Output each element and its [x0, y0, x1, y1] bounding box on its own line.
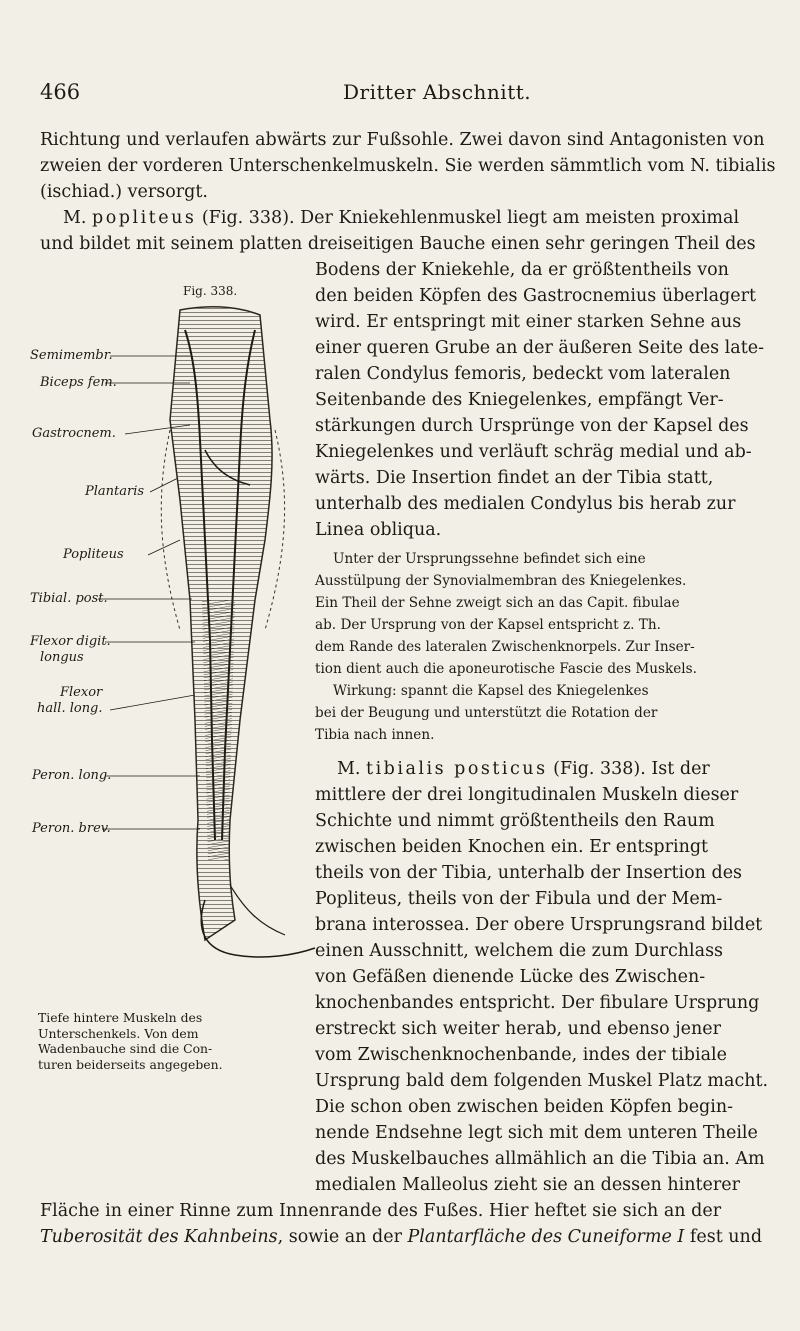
- body-line-final: Tuberosität des Kahnbeins, sowie an der Plantarfläche des Cuneiforme I fest und: [40, 1227, 763, 1247]
- body-line: zwischen beiden Knochen ein. Er entspringt: [315, 837, 709, 857]
- note-line: Ausstülpung der Synovialmembran des Kniegelenkes.: [315, 573, 687, 589]
- body-line: mittlere der drei longitudinalen Muskeln dieser: [315, 785, 739, 805]
- body-line: stärkungen durch Ursprünge von der Kapsel des: [315, 416, 749, 436]
- page-number: 466: [40, 80, 81, 104]
- running-title: Dritter Abschnitt.: [343, 80, 532, 104]
- body-line: vom Zwischenknochenbande, indes der tibiale: [315, 1045, 727, 1065]
- popliteus-heading-line: M. popliteus (Fig. 338). Der Kniekehlenmuskel liegt am meisten proximal: [63, 208, 740, 228]
- body-line: knochenbandes entspricht. Der fibulare Ursprung: [315, 993, 760, 1013]
- body-line: Die schon oben zwischen beiden Köpfen begin-: [315, 1097, 734, 1117]
- body-line: Richtung und verlaufen abwärts zur Fußsohle. Zwei davon sind Antagonisten von: [40, 130, 765, 150]
- note-line: Tibia nach innen.: [315, 727, 435, 743]
- body-line: des Muskelbauches allmählich an die Tibia an. Am: [315, 1149, 765, 1169]
- figure-label: Flexor: [60, 685, 103, 700]
- note-line: bei der Beugung und unterstützt die Rotation der: [315, 705, 658, 721]
- body-line: Linea obliqua.: [315, 520, 442, 540]
- note-line: Wirkung: spannt die Kapsel des Kniegelenkes: [333, 683, 649, 699]
- body-line: erstreckt sich weiter herab, und ebenso jener: [315, 1019, 722, 1039]
- note-line: ab. Der Ursprung von der Kapsel entspricht z. Th.: [315, 617, 661, 633]
- body-line: den beiden Köpfen des Gastrocnemius überlagert: [315, 286, 756, 306]
- body-line: brana interossea. Der obere Ursprungsrand bildet: [315, 915, 763, 935]
- anatomical-figure: [30, 300, 330, 1000]
- figure-label: Plantaris: [85, 484, 145, 499]
- figure-label: longus: [40, 650, 84, 665]
- body-line: (ischiad.) versorgt.: [40, 182, 208, 202]
- body-line: ralen Condylus femoris, bedeckt vom lateralen: [315, 364, 731, 384]
- body-line: Seitenbande des Kniegelenkes, empfängt Ver-: [315, 390, 724, 410]
- body-line: medialen Malleolus zieht sie an dessen hinterer: [315, 1175, 740, 1195]
- note-line: Ein Theil der Sehne zweigt sich an das Capit. fibulae: [315, 595, 680, 611]
- figure-label: Peron. brev.: [32, 821, 111, 836]
- body-line: Popliteus, theils von der Fibula und der Mem-: [315, 889, 723, 909]
- figure-label: Tibial. post.: [30, 591, 108, 606]
- body-line: Kniegelenkes und verläuft schräg medial und ab-: [315, 442, 752, 462]
- figure-label: Semimembr.: [30, 348, 113, 363]
- figure-caption: Tiefe hintere Muskeln des Unterschenkels. Von dem Wadenbauche sind die Con- turen beiderseits angegeben.: [38, 1010, 223, 1072]
- figure-label: Peron. long.: [32, 768, 112, 783]
- figure-label: Flexor digit.: [30, 634, 111, 649]
- body-line: von Gefäßen dienende Lücke des Zwischen-: [315, 967, 706, 987]
- figure-label: hall. long.: [37, 701, 103, 716]
- figure-number: Fig. 338.: [183, 284, 238, 298]
- note-line: Unter der Ursprungssehne befindet sich eine: [333, 551, 646, 567]
- body-line: einer queren Grube an der äußeren Seite des late-: [315, 338, 765, 358]
- body-line: Schichte und nimmt größtentheils den Raum: [315, 811, 715, 831]
- body-line: wird. Er entspringt mit einer starken Sehne aus: [315, 312, 742, 332]
- body-line: einen Ausschnitt, welchem die zum Durchlass: [315, 941, 724, 961]
- body-line: Fläche in einer Rinne zum Innenrande des Fußes. Hier heftet sie sich an der: [40, 1201, 722, 1221]
- body-line: nende Endsehne legt sich mit dem unteren Theile: [315, 1123, 758, 1143]
- figure-label: Gastrocnem.: [32, 426, 116, 441]
- body-line: Bodens der Kniekehle, da er größtentheils von: [315, 260, 729, 280]
- figure-label: Biceps fem.: [40, 375, 117, 390]
- page-header: [40, 80, 760, 120]
- body-line: Ursprung bald dem folgenden Muskel Platz macht.: [315, 1071, 769, 1091]
- muscle-name: popliteus: [92, 208, 197, 228]
- body-line: wärts. Die Insertion findet an der Tibia statt,: [315, 468, 714, 488]
- figure-label: Popliteus: [63, 547, 124, 562]
- body-line: theils von der Tibia, unterhalb der Insertion des: [315, 863, 743, 883]
- note-line: tion dient auch die aponeurotische Fascie des Muskels.: [315, 661, 697, 677]
- note-line: dem Rande des lateralen Zwischenknorpels. Zur Inser-: [315, 639, 695, 655]
- body-line: unterhalb des medialen Condylus bis herab zur: [315, 494, 736, 514]
- muscle-name: tibialis posticus: [366, 759, 548, 779]
- body-line: und bildet mit seinem platten dreiseitigen Bauche einen sehr geringen Theil des: [40, 234, 756, 254]
- tibialis-heading-line: M. tibialis posticus (Fig. 338). Ist der: [337, 759, 710, 779]
- body-line: zweien der vorderen Unterschenkelmuskeln. Sie werden sämmtlich vom N. tibialis: [40, 156, 776, 176]
